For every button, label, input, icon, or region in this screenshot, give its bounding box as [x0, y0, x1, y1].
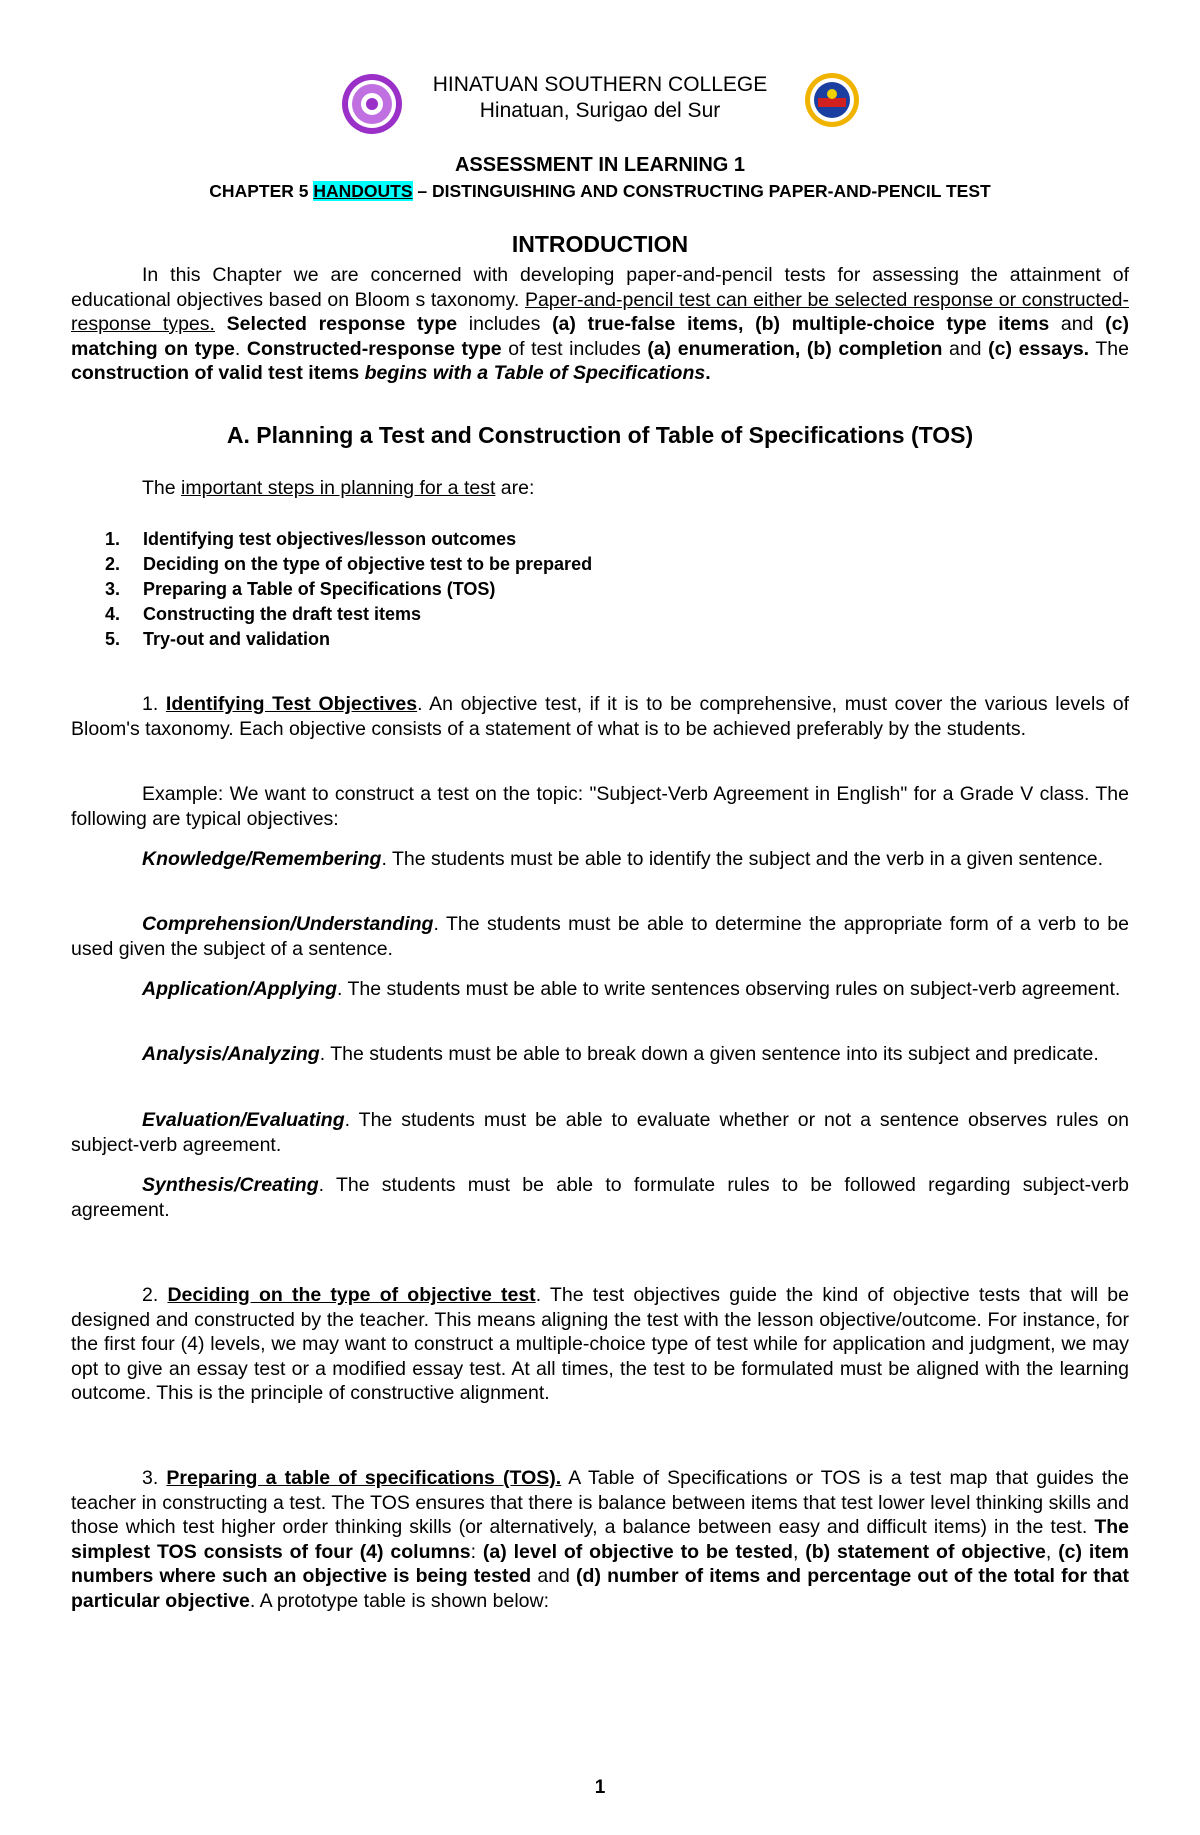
- list-item: [71, 527, 1129, 552]
- step-number: 3.: [105, 579, 121, 599]
- paragraph-number: 2.: [142, 1284, 168, 1306]
- step-number: 4.: [105, 604, 121, 624]
- intro-underlined: Paper-and-pencil test can either be selected response or constructed-response types.: [71, 288, 1129, 335]
- constructed-response-items: (a) enumeration, (b) completion: [647, 337, 943, 360]
- paragraph-text: :: [470, 1540, 483, 1563]
- paragraph-text: . A prototype table is shown below:: [249, 1589, 550, 1612]
- chapter-prefix: CHAPTER 5: [209, 181, 314, 201]
- example-paragraph: Example: We want to construct a test on the topic: "Subject-Verb Agreement in English" for a Grade V class. The following are typical objectives:: [71, 783, 1129, 830]
- intro-text: In this Chapter we are concerned with developing paper-and-pencil tests for assessing the attainment of educational objectives based on Bloom s taxonomy.: [71, 264, 1129, 311]
- paragraph-number: 3.: [142, 1467, 167, 1489]
- step-number: 1.: [105, 529, 121, 549]
- objective-label: Synthesis/Creating: [142, 1174, 319, 1196]
- course-title: ASSESSMENT IN LEARNING 1: [454, 154, 746, 176]
- chapter-highlight: HANDOUTS: [313, 181, 413, 201]
- section-a-lead: [142, 476, 1129, 501]
- objective-label: Analysis/Analyzing: [142, 1043, 320, 1065]
- intro-text: and: [1049, 313, 1106, 335]
- paragraph-deciding-test-type: [71, 1283, 1129, 1406]
- tos-column-d: (d) number of items and percentage out of the total for that particular objective: [71, 1565, 1129, 1612]
- paragraph-title: Preparing a table of specifications (TOS).: [166, 1467, 562, 1489]
- objective-analysis: [71, 1042, 1129, 1067]
- matching-type: (c) matching on type: [71, 313, 1130, 360]
- paragraph-text: and: [531, 1565, 577, 1587]
- step-number: 5.: [105, 629, 121, 649]
- section-a-heading: A. Planning a Test and Construction of Table of Specifications (TOS): [226, 422, 974, 448]
- intro-text: includes: [457, 313, 553, 335]
- paragraph-preparing-tos: [71, 1466, 1129, 1613]
- planning-steps-list: [71, 527, 1129, 652]
- paragraph-title: Deciding on the type of objective test: [167, 1284, 536, 1306]
- step-text: Try-out and validation: [143, 629, 331, 649]
- paragraph-text: . An objective test, if it is to be comprehensive, must cover the various levels of Bloom's taxonomy. Each objective consists of a statement of what is to be achieved preferably by the students.: [71, 693, 1129, 740]
- intro-space: [215, 313, 227, 335]
- objective-label: Comprehension/Understanding: [142, 913, 434, 935]
- objective-text: . The students must be able to formulate rules to be followed regarding subject-verb agreement.: [71, 1174, 1129, 1221]
- college-name: HINATUAN SOUTHERN COLLEGE: [432, 73, 768, 96]
- tos-column-b: (b) statement of objective: [805, 1540, 1046, 1563]
- list-item: [71, 577, 1129, 602]
- objective-knowledge: [71, 847, 1129, 872]
- paragraph-title: Identifying Test Objectives: [165, 693, 418, 715]
- paragraph-text: ,: [792, 1540, 806, 1563]
- objective-text: . The students must be able to identify the subject and the verb in a given sentence.: [381, 848, 1104, 870]
- tos-columns-term: The simplest TOS consists of four (4) columns: [71, 1516, 1129, 1563]
- tos-column-a: (a) level of objective to be tested: [482, 1540, 793, 1563]
- essays-term: (c) essays.: [988, 337, 1090, 360]
- step-text: Constructing the draft test items: [143, 604, 422, 624]
- construction-term: construction of valid test items: [71, 362, 360, 384]
- objective-label: Evaluation/Evaluating: [142, 1109, 345, 1131]
- objective-label: Application/Applying: [142, 978, 337, 1000]
- lead-text: are:: [495, 477, 535, 499]
- selected-response-items: (a) true-false items, (b) multiple-choice type items: [552, 313, 1050, 335]
- objective-comprehension: [71, 912, 1129, 961]
- objective-evaluation: [71, 1108, 1129, 1157]
- step-number: 2.: [105, 554, 121, 574]
- objective-application: [71, 977, 1129, 1002]
- paragraph-number: 1.: [142, 693, 166, 715]
- selected-response-term: Selected response type: [226, 313, 458, 335]
- intro-text: The: [1089, 337, 1129, 360]
- list-item: [71, 552, 1129, 577]
- objective-synthesis: [71, 1173, 1129, 1222]
- chapter-suffix: – DISTINGUISHING AND CONSTRUCTING PAPER-AND-PENCIL TEST: [412, 181, 991, 201]
- objective-text: . The students must be able to evaluate whether or not a sentence observes rules on subject-verb agreement.: [71, 1109, 1129, 1156]
- intro-text: .: [234, 337, 247, 360]
- college-location: Hinatuan, Surigao del Sur: [479, 99, 721, 122]
- objective-text: . The students must be able to write sentences observing rules on subject-verb agreement.: [337, 978, 1121, 1000]
- objective-label: Knowledge/Remembering: [142, 848, 382, 870]
- lead-underlined: important steps in planning for a test: [181, 477, 496, 499]
- objective-text: . The students must be able to break down a given sentence into its subject and predicate.: [319, 1043, 1099, 1065]
- paragraph-text: A Table of Specifications or TOS is a test map that guides the teacher in constructing a test. The TOS ensures that there is balance between items that test lower level thinking skills and those which test higher order thinking skills (or alternatively, a balance between easy and difficult items) in the test.: [71, 1467, 1129, 1538]
- paragraph-identifying-objectives: [71, 692, 1129, 741]
- paragraph-text: . The test objectives guide the kind of objective tests that will be designed and constructed by the teacher. This means aligning the test with the lesson objective/outcome. For instance, for the first four (4) levels, we may want to construct a multiple-choice type of test while for application and judgment, we may opt to give an essay test or a modified essay test. At all times, the test to be formulated must be aligned with the learning outcome. This is the principle of constructive alignment.: [71, 1284, 1129, 1404]
- step-text: Identifying test objectives/lesson outcomes: [143, 529, 517, 549]
- list-item: [71, 627, 1129, 652]
- page-number: 1: [594, 1777, 606, 1798]
- lead-text: The: [142, 477, 182, 499]
- constructed-response-term: Constructed-response type: [246, 337, 502, 360]
- tos-term: begins with a Table of Specifications: [364, 362, 706, 384]
- step-text: Deciding on the type of objective test to be prepared: [143, 554, 593, 574]
- objective-text: . The students must be able to determine the appropriate form of a verb to be used given the subject of a sentence.: [71, 913, 1129, 960]
- intro-period: .: [705, 362, 711, 384]
- chapter-title: [0, 180, 1200, 202]
- intro-text: and: [942, 337, 989, 360]
- intro-heading: INTRODUCTION: [511, 231, 689, 257]
- intro-paragraph: [71, 263, 1129, 386]
- list-item: [71, 602, 1129, 627]
- step-text: Preparing a Table of Specifications (TOS): [143, 579, 496, 599]
- tos-column-c: (c) item numbers where such an objective is being tested: [71, 1540, 1129, 1587]
- paragraph-text: ,: [1045, 1540, 1059, 1563]
- intro-text: of test includes: [501, 337, 648, 360]
